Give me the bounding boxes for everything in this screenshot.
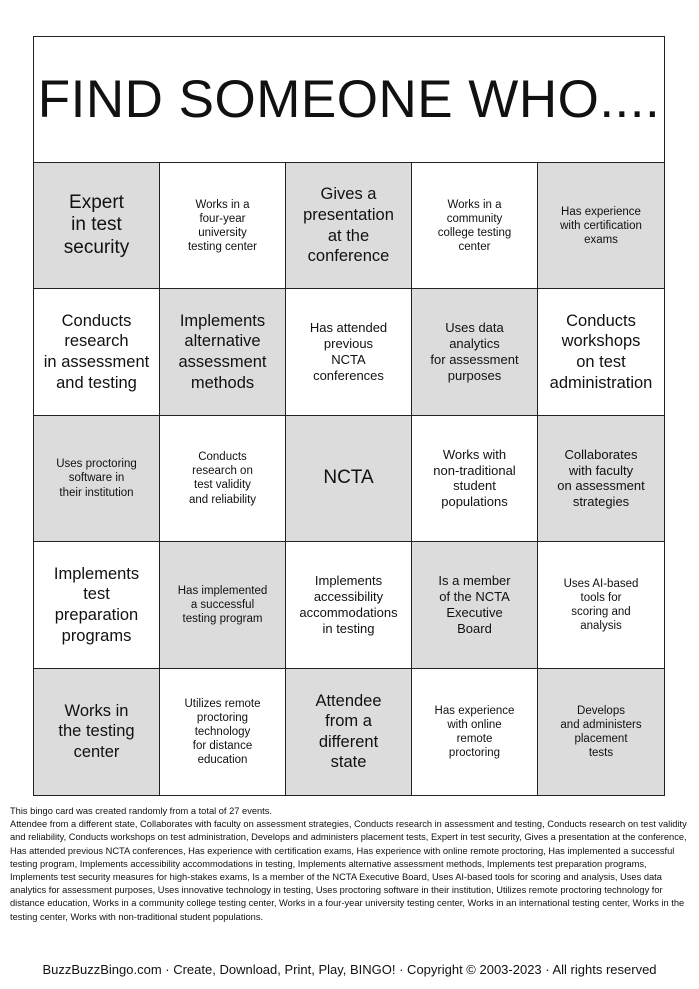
bingo-cell: Has implemented a successful testing program bbox=[160, 542, 286, 668]
bingo-cell: Conducts research on test validity and reliability bbox=[160, 416, 286, 542]
bingo-cell: Implements alternative assessment methods bbox=[160, 289, 286, 415]
info-summary: This bingo card was created randomly from a total of 27 events. bbox=[10, 806, 272, 816]
bingo-cell: Is a member of the NCTA Executive Board bbox=[412, 542, 538, 668]
bingo-cell: Uses proctoring software in their institution bbox=[34, 416, 160, 542]
bingo-cell: Works with non-traditional student populations bbox=[412, 416, 538, 542]
bingo-cell: Has experience with online remote proctoring bbox=[412, 669, 538, 795]
bingo-cell: Attendee from a different state bbox=[286, 669, 412, 795]
bingo-cell: Collaborates with faculty on assessment strategies bbox=[538, 416, 664, 542]
bingo-cell: Conducts research in assessment and testing bbox=[34, 289, 160, 415]
bingo-cell: Uses data analytics for assessment purposes bbox=[412, 289, 538, 415]
card-info-text bbox=[10, 805, 690, 924]
bingo-cell: Works in a community college testing center bbox=[412, 163, 538, 289]
footer-copyright: BuzzBuzzBingo.com · Create, Download, Print, Play, BINGO! · Copyright © 2003-2023 · All rights reserved bbox=[42, 962, 657, 977]
bingo-cell: Gives a presentation at the conference bbox=[286, 163, 412, 289]
info-event-list: Attendee from a different state, Collaborates with faculty on assessment strategies, Conducts research in assessment and testing, Conducts research on test validity and reliability, Conducts workshops on test administration, Develops and administers placement tests, Expert in test security, Gives a presentation at the conference, Has attended previous NCTA conferences, Has experience with certification exams, Has experience with online remote proctoring, Has implemented a successful testing program, Implements accessibility accommodations in testing, Implements alternative assessment methods, Implements test preparation programs, Implements test security measures for high-stakes exams, Is a member of the NCTA Executive Board, Uses AI-based tools for scoring and analysis, Uses data analytics for assessment purposes, Uses innovative technology in testing, Uses proctoring software in their institution, Utilizes remote proctoring technology for distance education, Works in a community college testing center, Works in a four-year university testing center, Works in an international testing center, Works in the testing center, Works with non-traditional student populations. bbox=[10, 819, 687, 922]
bingo-cell: Implements accessibility accommodations in testing bbox=[286, 542, 412, 668]
bingo-cell: Utilizes remote proctoring technology for distance education bbox=[160, 669, 286, 795]
bingo-cell: Implements test preparation programs bbox=[34, 542, 160, 668]
card-title: FIND SOMEONE WHO.... bbox=[34, 37, 664, 163]
bingo-cell: Works in a four-year university testing center bbox=[160, 163, 286, 289]
bingo-cell: Has attended previous NCTA conferences bbox=[286, 289, 412, 415]
bingo-grid bbox=[34, 163, 664, 795]
bingo-cell: Uses AI-based tools for scoring and analysis bbox=[538, 542, 664, 668]
bingo-cell: Works in the testing center bbox=[34, 669, 160, 795]
bingo-cell: NCTA bbox=[286, 416, 412, 542]
bingo-cell: Expert in test security bbox=[34, 163, 160, 289]
bingo-cell: Develops and administers placement tests bbox=[538, 669, 664, 795]
bingo-cell: Conducts workshops on test administration bbox=[538, 289, 664, 415]
bingo-card bbox=[33, 36, 665, 796]
bingo-cell: Has experience with certification exams bbox=[538, 163, 664, 289]
